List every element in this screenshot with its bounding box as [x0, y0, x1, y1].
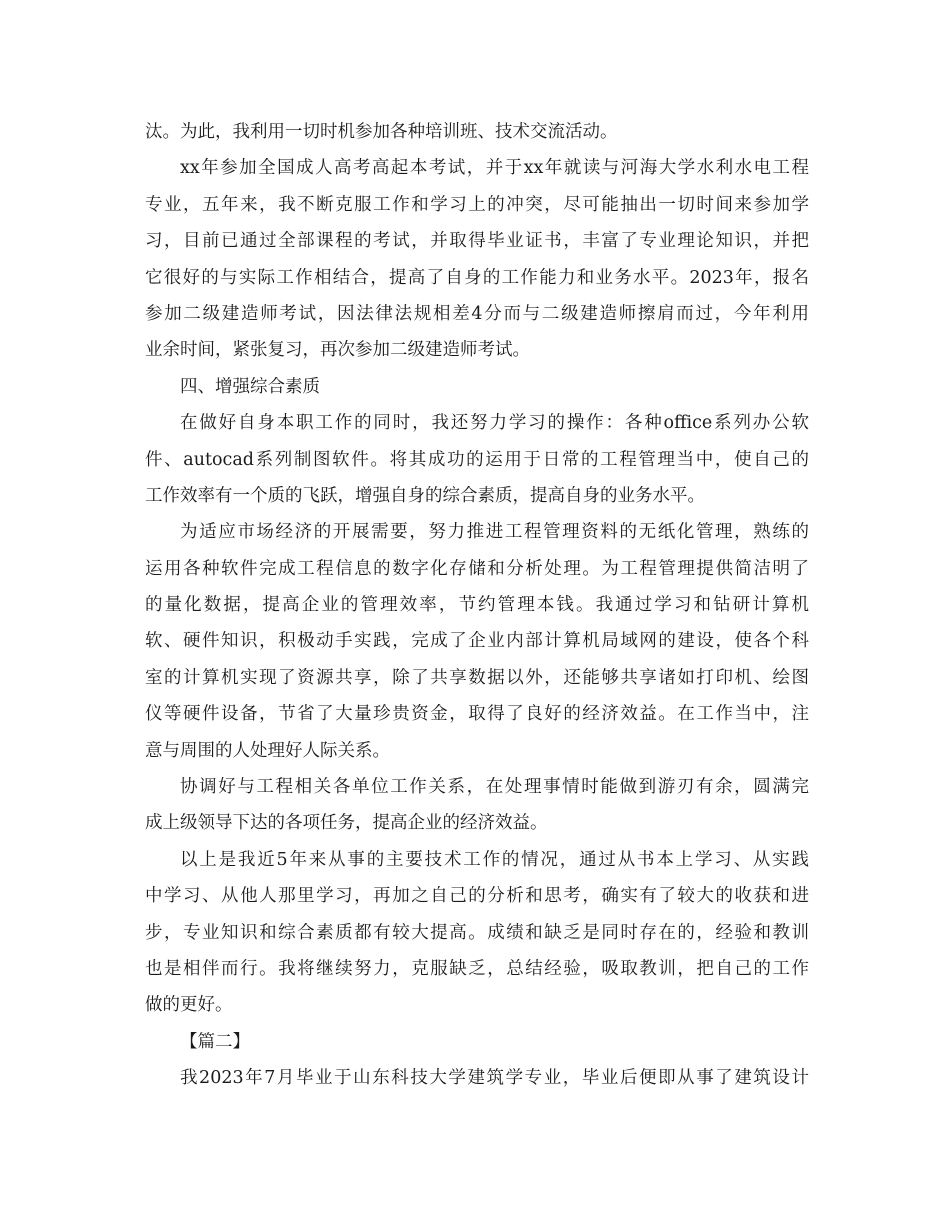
text-line: 中学习、从他人那里学习，再加之自己的分析和思考，确实有了较大的收获和进 [145, 886, 809, 907]
text-line: 成上级领导下达的各项任务，提高企业的经济效益。 [145, 813, 548, 834]
text-line: 做的更好。 [145, 995, 233, 1016]
text-line: 我2023年7月毕业于山东科技大学建筑学专业，毕业后便即从事了建筑设计 [180, 1068, 809, 1089]
text-line: 软、硬件知识，积极动手实践，完成了企业内部计算机局域网的建设，使各个科 [145, 631, 809, 652]
text-line: 也是相伴而行。我将继续努力，克服缺乏，总结经验，吸取教训，把自己的工作 [145, 958, 809, 979]
text-line: 运用各种软件完成工程信息的数字化存储和分析处理。为工程管理提供简洁明了 [145, 558, 809, 579]
text-line: 习，目前已通过全部课程的考试，并取得毕业证书，丰富了专业理论知识，并把 [145, 231, 809, 252]
text-line: 协调好与工程相关各单位工作关系，在处理事情时能做到游刃有余，圆满完 [180, 777, 809, 798]
text-line: 为适应市场经济的开展需要，努力推进工程管理资料的无纸化管理，熟练的 [180, 522, 809, 543]
body-text [145, 114, 809, 1097]
text-line: 步，专业知识和综合素质都有较大提高。成绩和缺乏是同时存在的，经验和教训 [145, 922, 809, 943]
text-line: 专业，五年来，我不断克服工作和学习上的冲突，尽可能抽出一切时间来参加学 [145, 194, 809, 215]
text-line: 业余时间，紧张复习，再次参加二级建造师考试。 [145, 340, 530, 361]
section-heading: 四、增强综合素质 [180, 376, 320, 397]
text-line: 参加二级建造师考试，因法律法规相差4分而与二级建造师擦肩而过，今年利用 [145, 303, 809, 324]
text-line: 件、autocad系列制图软件。将其成功的运用于日常的工程管理当中，使自己的 [145, 449, 809, 470]
text-line: xx年参加全国成人高考高起本考试，并于xx年就读与河海大学水利水电工程 [180, 158, 809, 179]
text-line: 以上是我近5年来从事的主要技术工作的情况，通过从书本上学习、从实践 [180, 849, 809, 870]
text-line: 汰。为此，我利用一切时机参加各种培训班、技术交流活动。 [145, 122, 618, 142]
text-line: 它很好的与实际工作相结合，提高了自身的工作能力和业务水平。2023年，报名 [145, 267, 809, 288]
text-line: 在做好自身本职工作的同时，我还努力学习的操作：各种office系列办公软 [180, 413, 809, 434]
section-heading: 【篇二】 [180, 1031, 250, 1052]
text-line: 室的计算机实现了资源共享，除了共享数据以外，还能够共享诸如打印机、绘图 [145, 667, 809, 688]
text-line: 意与周围的人处理好人际关系。 [145, 740, 390, 761]
text-line: 的量化数据，提高企业的管理效率，节约管理本钱。我通过学习和钻研计算机 [145, 595, 809, 616]
text-line: 工作效率有一个质的飞跃，增强自身的综合素质，提高自身的业务水平。 [145, 485, 705, 506]
text-line: 仪等硬件设备，节省了大量珍贵资金，取得了良好的经济效益。在工作当中，注 [145, 704, 809, 725]
